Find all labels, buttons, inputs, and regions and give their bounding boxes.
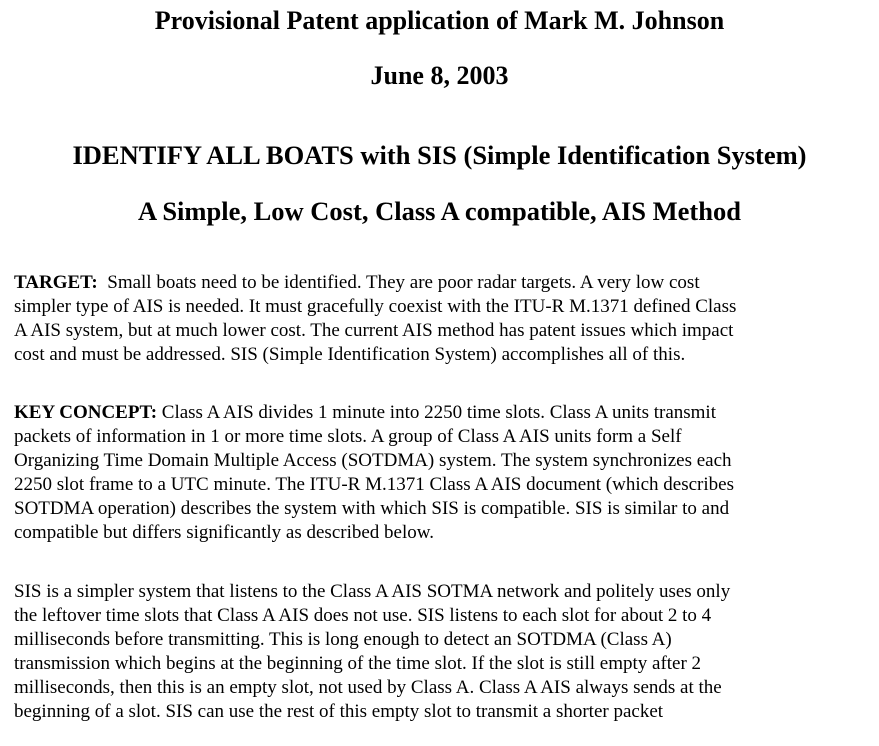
paragraph-line: packets of information in 1 or more time slots. A group of Class A AIS units form a Self [14, 426, 682, 447]
paragraph-lead-target: TARGET: [14, 272, 98, 293]
paragraph-line: beginning of a slot. SIS can use the rest of this empty slot to transmit a shorter packet [14, 701, 664, 722]
document-title: IDENTIFY ALL BOATS with SIS (Simple Identification System) [72, 140, 807, 170]
paragraph-line: 2250 slot frame to a UTC minute. The ITU-R M.1371 Class A AIS document (which describes [14, 474, 734, 495]
paragraph-line: milliseconds, then this is an empty slot, not used by Class A. Class A AIS always sends at the [14, 677, 722, 698]
paragraph-line: transmission which begins at the beginning of the time slot. If the slot is still empty after 2 [14, 653, 702, 674]
paragraph-line: Organizing Time Domain Multiple Access (SOTDMA) system. The system synchronizes each [14, 450, 732, 471]
document-subtitle: A Simple, Low Cost, Class A compatible, AIS Method [138, 196, 741, 226]
paragraph-text: Small boats need to be identified. They are poor radar targets. A very low cost [97, 272, 700, 293]
paragraph-target [14, 271, 879, 367]
paragraph-line: compatible but differs significantly as described below. [14, 522, 434, 543]
paragraph-line: the leftover time slots that Class A AIS does not use. SIS listens to each slot for about 2 to 4 [14, 605, 712, 626]
paragraph-line [14, 271, 879, 295]
paragraph-line: SOTDMA operation) describes the system with which SIS is compatible. SIS is similar to and [14, 498, 730, 519]
paragraph-key-concept [14, 401, 879, 545]
paragraph-lead-key-concept: KEY CONCEPT: [14, 402, 158, 423]
paragraph-line [14, 401, 879, 425]
header-title: Provisional Patent application of Mark M. Johnson [154, 6, 725, 35]
paragraph-sis [14, 580, 879, 724]
header-date: June 8, 2003 [370, 61, 509, 90]
paragraph-line: milliseconds before transmitting. This is long enough to detect an SOTDMA (Class A) [14, 629, 672, 650]
paragraph-line: cost and must be addressed. SIS (Simple Identification System) accomplishes all of this. [14, 344, 686, 365]
paragraph-line: simpler type of AIS is needed. It must gracefully coexist with the ITU-R M.1371 defined Class [14, 296, 737, 317]
paragraph-line: SIS is a simpler system that listens to the Class A AIS SOTMA network and politely uses only [14, 581, 731, 602]
paragraph-line: A AIS system, but at much lower cost. The current AIS method has patent issues which impact [14, 320, 734, 341]
paragraph-text: Class A AIS divides 1 minute into 2250 time slots. Class A units transmit [157, 402, 716, 423]
